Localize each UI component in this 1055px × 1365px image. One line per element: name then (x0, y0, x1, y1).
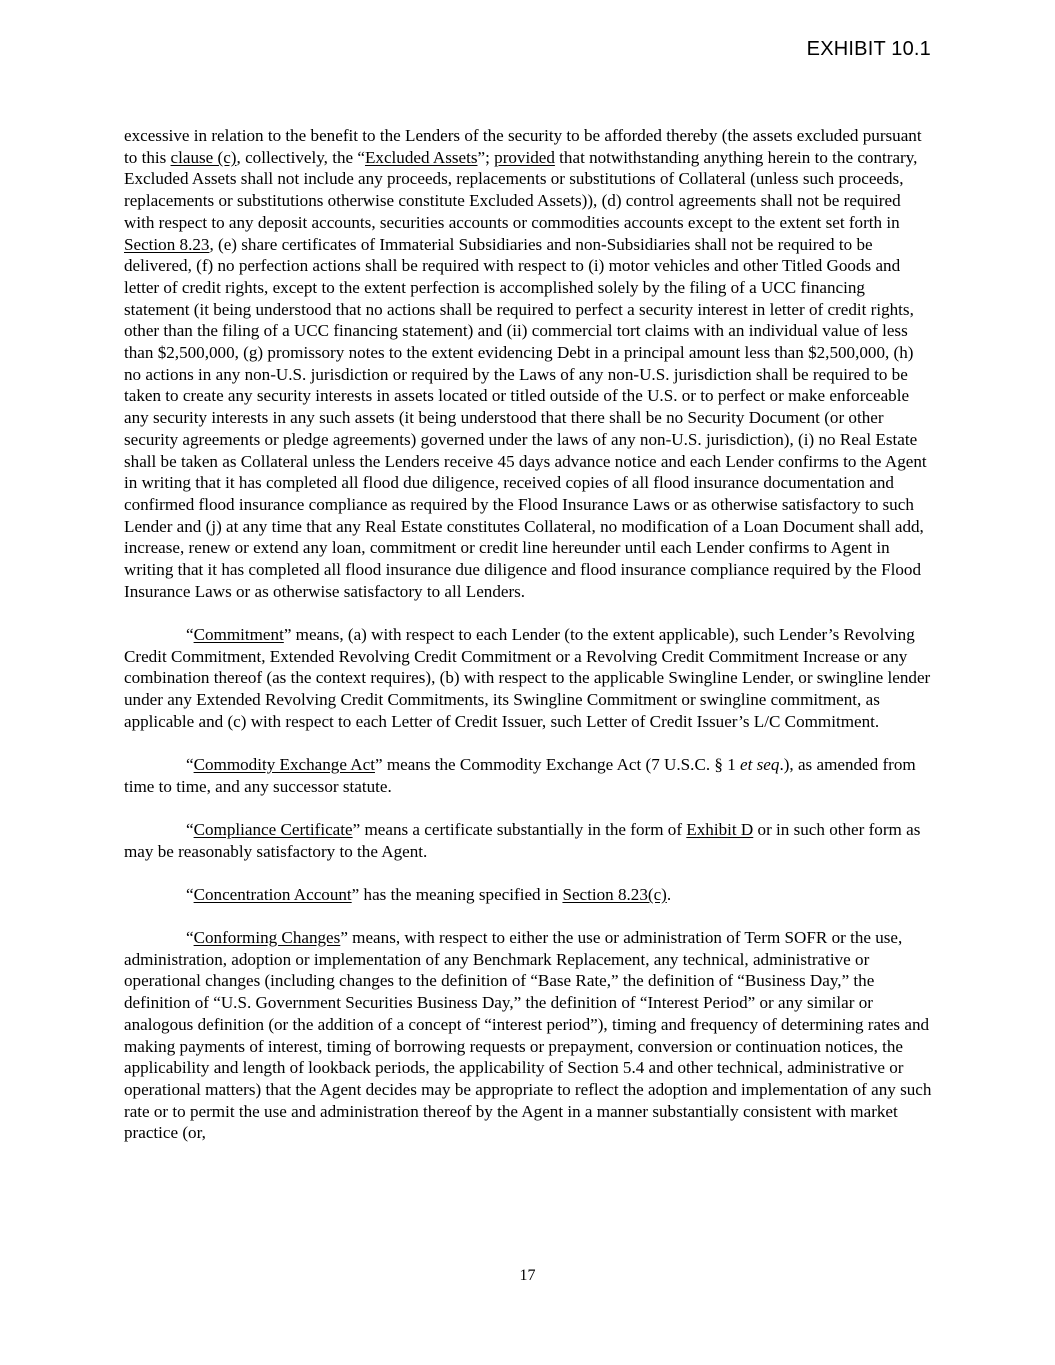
definition-text: .), as amended from time to time, and any successor statute. (124, 754, 916, 796)
open-quote: “ (186, 624, 194, 644)
open-quote: “ (186, 884, 194, 904)
defined-term-conforming-changes: Conforming Changes (193, 928, 341, 947)
definition-commodity-exchange-act (124, 754, 934, 797)
definition-concentration-account (124, 884, 934, 906)
et-seq-italic: et seq (740, 754, 780, 774)
document-body (124, 125, 934, 1166)
definition-text: or in such other form as may be reasonably satisfactory to the Agent. (124, 819, 921, 861)
defined-term-commodity-exchange-act: Commodity Exchange Act (193, 754, 375, 774)
definition-text: ” means, (a) with respect to each Lender (to the extent applicable), such Lender’s Revolving Credit Commitment, Extended Revolving Credit Commitment or a Revolving Credit Commitment Increase or any combination thereof (as the context requires), (b) with respect to the applicable Swingline Lender, or swingline lender under any Extended Revolving Credit Commitments, its Swingline Commitment or swingline commitment, as applicable and (c) with respect to each Letter of Credit Issuer, such Letter of Credit Issuer’s L/C Commitment. (124, 624, 931, 731)
definition-compliance-certificate (124, 819, 934, 862)
defined-term-excluded-assets: Excluded Assets (364, 147, 478, 167)
page-number: 17 (519, 1267, 536, 1284)
section-8-23c-reference: Section 8.23(c) (562, 884, 667, 904)
text-run: excessive in relation to the benefit to the Lenders of the security to be afforded thereby (the assets excluded pursuant to this (124, 126, 922, 167)
definition-text: ” has the meaning specified in (351, 884, 563, 904)
paragraph-excluded-assets-continued (124, 125, 934, 602)
open-quote: “ (186, 754, 194, 774)
definition-text: ” means, with respect to either the use or administration of Term SOFR or the use, administration, adoption or implementation of any Benchmark Replacement, any technical, administrative or operational changes (including changes to the definition of “Base Rate,” the definition of “Business Day,” the definition of “U.S. Government Securities Business Day,” the definition of “Interest Period” or any similar or analogous definition (or the addition of a concept of “interest period”), timing and frequency of determining rates and making payments of interest, timing of borrowing requests or prepayment, conversion or continuation notices, the applicability and length of lookback periods, the applicability of Section 5.4 and other technical, administrative or operational matters) that the Agent decides may be appropriate to reflect the adoption and implementation of any such rate or to permit the use and administration thereof by the Agent in a manner substantially consistent with market practice (or, (124, 928, 932, 1143)
definition-commitment (124, 624, 934, 733)
text-run: , (e) share certificates of Immaterial Subsidiaries and non-Subsidiaries shall not be required to be delivered, (f) no perfection actions shall be required with respect to (i) motor vehicles and other Titled Goods and letter of credit rights, except to the extent perfection is accomplished solely by the filing of a UCC financing statement (it being understood that no actions shall be required to perfect a security interest in letter of credit rights, other than the filing of a UCC financing statement) and (ii) commercial tort claims with an individual value of less than $2,500,000, (g) promissory notes to the extent evidencing Debt in a principal amount less than $2,500,000, (h) no actions in any non-U.S. jurisdiction or required by the Laws of any non-U.S. jurisdiction shall be required to be taken to create any security interests in assets located or titled outside of the U.S. or to perfect or make enforceable any security interests in any such assets (it being understood that there shall be no Security Document (or other security agreements or pledge agreements) governed under the laws of any non-U.S. jurisdiction), (i) no Real Estate shall be taken as Collateral unless the Lenders receive 45 days advance notice and each Lender confirms to the Agent in writing that it has completed all flood due diligence, received copies of all flood insurance documentation and confirmed flood insurance compliance as required by the Flood Insurance Laws or as otherwise satisfactory to such Lender and (j) at any time that any Real Estate constitutes Collateral, no modification of a Loan Document shall add, increase, renew or extend any loan, commitment or credit line hereunder until each Lender confirms to Agent in writing that it has completed all flood insurance due diligence and flood insurance compliance required by the Flood Insurance Laws or as otherwise satisfactory to all Lenders. (124, 234, 927, 601)
definition-conforming-changes (124, 927, 934, 1144)
defined-term-commitment: Commitment (193, 624, 284, 644)
open-quote: “ (186, 928, 194, 947)
open-quote: “ (186, 819, 194, 839)
clause-c-reference: clause (c) (170, 147, 237, 167)
definition-text: ” means the Commodity Exchange Act (7 U.S.C. § 1 (374, 754, 741, 774)
exhibit-label: EXHIBIT 10.1 (806, 38, 931, 60)
provided-term: provided (494, 147, 555, 167)
definition-text: . (666, 884, 672, 904)
text-run: ”; (477, 147, 495, 167)
text-run: that notwithstanding anything herein to the contrary, Excluded Assets shall not include any proceeds, replacements or substitutions of Collateral (unless such proceeds, replacements or substitutions otherwise constitute Excluded Assets)), (d) control agreements shall not be required with respect to any deposit accounts, securities accounts or commodities accounts except to the extent set forth in (124, 147, 918, 232)
definition-text: ” means a certificate substantially in the form of (352, 819, 687, 839)
defined-term-concentration-account: Concentration Account (193, 884, 352, 904)
exhibit-d-reference: Exhibit D (686, 819, 754, 839)
defined-term-compliance-certificate: Compliance Certificate (193, 819, 353, 839)
section-8-23-reference: Section 8.23 (124, 234, 210, 254)
text-run: , collectively, the “ (236, 147, 365, 167)
